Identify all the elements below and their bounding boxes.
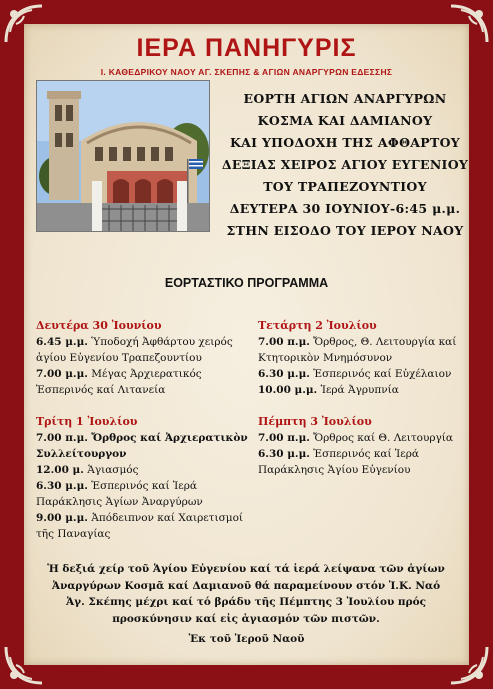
schedule-line (258, 350, 468, 366)
schedule-text: Κτητορικὸν Μνημόσυνον (258, 352, 393, 364)
event-line: ΔΕΞΙΑΣ ΧΕΙΡΟΣ ΑΓΙΟΥ ΕΥΓΕΝΙΟΥ (221, 157, 469, 172)
schedule-wednesday (258, 318, 468, 398)
schedule-text: ἁγίου Εὐγενίου Τραπεζουντίου (36, 352, 202, 364)
schedule-text: Ἁγιασμός (87, 464, 139, 476)
schedule-text: Ὄρθρος καί Ἀρχιερατικὸν (91, 432, 248, 444)
schedule-text: Ὑποδοχή Ἀφθάρτου χειρός (91, 336, 233, 348)
event-line: ΔΕΥΤΕΡΑ 30 ΙΟΥΝΙΟΥ-6:45 μ.μ. (229, 201, 461, 216)
event-line: ΣΤΗΝ ΕΙΣΟΔΟ ΤΟΥ ΙΕΡΟΥ ΝΑΟΥ (226, 223, 464, 238)
schedule-line (36, 430, 251, 446)
event-announcement (214, 88, 476, 242)
schedule-time: 7.00 μ.μ. (36, 368, 88, 380)
schedule-text: Παράκλησις Ἁγίου Εὐγενίου (258, 464, 411, 476)
schedule-monday (36, 318, 246, 398)
schedule-line (258, 334, 468, 350)
schedule-tuesday (36, 414, 251, 542)
schedule-line (258, 430, 468, 446)
schedule-text: Ὄρθρος, Θ. Λειτουργία καί (313, 336, 457, 348)
event-line: ΚΟΣΜΑ ΚΑΙ ΔΑΜΙΑΝΟΥ (257, 113, 433, 128)
closing-line: Ἡ δεξιά χείρ τοῦ Ἁγίου Εὐγενίου καί τά ἱερά λείψανα τῶν ἁγίων (47, 563, 445, 575)
schedule-text: Ἀπόδειπνον καί Χαιρετισμοί (91, 512, 244, 524)
schedule-time: 7.00 π.μ. (36, 432, 88, 444)
schedule-text: Παράκλησις Ἁγίων Ἀναργύρων (36, 496, 203, 508)
schedule-time: 6.30 μ.μ. (36, 480, 88, 492)
closing-note (46, 561, 446, 627)
schedule-line (36, 510, 251, 526)
schedule-line (36, 446, 251, 462)
closing-line: Ἁγ. Σκέπης μέχρι καί τό βράδυ τῆς Πέμπτης 3 Ἰουλίου πρός (66, 596, 426, 608)
schedule-line (36, 382, 246, 398)
schedule-line (36, 478, 251, 494)
schedule-day-heading: Τετάρτη 2 Ἰουλίου (258, 319, 377, 332)
corner-ornament-bottom-left (2, 641, 48, 687)
schedule-time: 7.00 π.μ. (258, 336, 310, 348)
schedule-time: 12.00 μ. (36, 464, 84, 476)
schedule-time: 6.45 μ.μ. (36, 336, 88, 348)
schedule-text: Μέγας Ἀρχιερατικός (91, 368, 202, 380)
closing-line: Ἀναργύρων Κοσμᾶ καί Δαμιανοῦ θά παραμείνουν στόν Ἱ.Κ. Ναό (51, 579, 441, 592)
schedule-text: Ἑσπερινός καί Λιτανεία (36, 384, 166, 396)
event-line: ΕΟΡΤΗ ΑΓΙΩΝ ΑΝΑΡΓΥΡΩΝ (243, 91, 447, 106)
schedule-day-heading: Πέμπτη 3 Ἰουλίου (258, 415, 372, 428)
schedule-line (36, 526, 251, 542)
schedule-line (258, 366, 468, 382)
event-line: ΚΑΙ ΥΠΟΔΟΧΗ ΤΗΣ ΑΦΘΑΡΤΟΥ (229, 135, 460, 150)
schedule-line (258, 446, 468, 462)
schedule-text: Συλλείτουργον (36, 448, 127, 460)
program-title: ΕΟΡΤΑΣΤΙΚΟ ΠΡΟΓΡΑΜΜΑ (164, 276, 329, 290)
schedule-line (258, 462, 468, 478)
schedule-text: Ἱερά Ἀγρυπνία (320, 384, 399, 396)
schedule-day-heading: Τρίτη 1 Ἰουλίου (36, 415, 138, 428)
schedule-text: Ἑσπερινός καί Ἱερά (313, 448, 420, 460)
schedule-line (36, 494, 251, 510)
schedule-time: 6.30 μ.μ. (258, 448, 310, 460)
schedule-time: 9.00 μ.μ. (36, 512, 88, 524)
schedule-line (36, 366, 246, 382)
schedule-time: 10.00 μ.μ. (258, 384, 318, 396)
church-photo (36, 80, 210, 232)
poster-title: ΙΕΡΑ ΠΑΝΗΓΥΡΙΣ (136, 34, 357, 62)
schedule-text: Ἑσπερινός καί Εὐχέλαιον (313, 368, 452, 380)
schedule-line (258, 382, 468, 398)
schedule-day-heading: Δευτέρα 30 Ἰουνίου (36, 319, 162, 332)
schedule-text: Ὄρθρος καί Θ. Λειτουργία (313, 432, 454, 444)
schedule-line (36, 334, 246, 350)
schedule-line (36, 462, 251, 478)
schedule-line (36, 350, 246, 366)
schedule-text: Ἑσπερινός καί Ἱερά (91, 480, 198, 492)
schedule-text: τῆς Παναγίας (36, 528, 111, 540)
closing-line: προσκύνησιν καί εἰς ἁγιασμόν τῶν πιστῶν. (112, 612, 380, 625)
poster-subtitle: Ι. ΚΑΘΕΔΡΙΚΟΥ ΝΑΟΥ ΑΓ. ΣΚΕΠΗΣ & ΑΓΙΩΝ ΑΝΑΡΓΥΡΩΝ ΕΔΕΣΣΗΣ (100, 67, 393, 77)
schedule-time: 7.00 π.μ. (258, 432, 310, 444)
event-line: ΤΟΥ ΤΡΑΠΕΖΟΥΝΤΙΟΥ (263, 179, 427, 194)
schedule-thursday (258, 414, 468, 478)
schedule-time: 6.30 μ.μ. (258, 368, 310, 380)
corner-ornament-bottom-right (445, 641, 491, 687)
signature: Ἐκ τοῦ Ἱεροῦ Ναοῦ (188, 633, 305, 645)
